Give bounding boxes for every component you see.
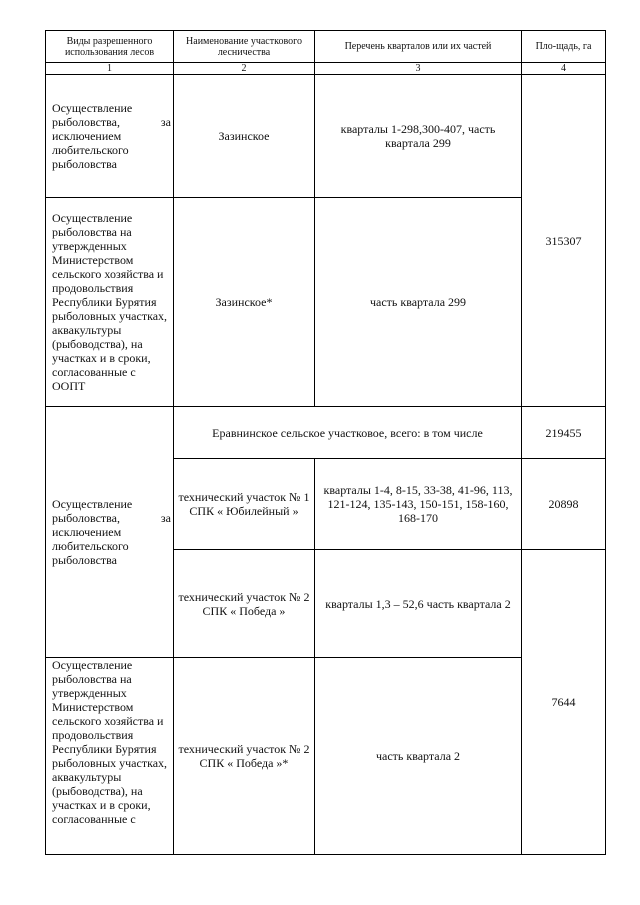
column-number: 4 <box>522 63 606 75</box>
forest-use-table <box>45 30 606 855</box>
column-number: 1 <box>46 63 174 75</box>
column-number: 3 <box>315 63 522 75</box>
forestry-cell: Зазинское <box>174 75 315 198</box>
use-type-cell: Осуществление рыболовства, за исключением любительского рыболовства <box>46 407 174 658</box>
header-forestry-name: Наименование участкового лесничества <box>174 31 315 63</box>
use-type-cell <box>46 658 174 855</box>
quarters-cell: кварталы 1-298,300-407, часть квартала 299 <box>315 75 522 198</box>
quarters-cell: часть квартала 299 <box>315 198 522 407</box>
header-row <box>46 31 606 63</box>
use-type-cell: Осуществление рыболовства, за исключением любительского рыболовства <box>46 75 174 198</box>
table-row <box>46 407 606 459</box>
header-area: Пло-щадь, га <box>522 31 606 63</box>
use-type-cell: Осуществление рыболовства на утвержденных Министерством сельского хозяйства и продовольствия Республики Бурятия рыболовных участках, аквакультуры (рыбоводства), на участках и в сроки, согласованные с ООПТ <box>46 198 174 407</box>
forestry-cell: технический участок № 2 СПК « Победа »* <box>174 658 315 855</box>
forestry-cell: технический участок № 1 СПК « Юбилейный » <box>174 459 315 550</box>
column-number: 2 <box>174 63 315 75</box>
forestry-cell: Зазинское* <box>174 198 315 407</box>
header-quarters-list: Перечень кварталов или их частей <box>315 31 522 63</box>
area-cell: 219455 <box>522 407 606 459</box>
area-cell: 7644 <box>522 550 606 855</box>
header-use-types: Виды разрешенного использования лесов <box>46 31 174 63</box>
area-cell: 20898 <box>522 459 606 550</box>
column-number-row <box>46 63 606 75</box>
forestry-cell: технический участок № 2 СПК « Победа » <box>174 550 315 658</box>
quarters-cell: кварталы 1-4, 8-15, 33-38, 41-96, 113, 121-124, 135-143, 150-151, 158-160, 168-170 <box>315 459 522 550</box>
quarters-cell: кварталы 1,3 – 52,6 часть квартала 2 <box>315 550 522 658</box>
use-type-text: Осуществление рыболовства на утвержденных Министерством сельского хозяйства и продовольствия Республики Бурятия рыболовных участках, аквакультуры (рыбоводства), на участках и в сроки, согласованные с <box>52 658 168 826</box>
forestry-total-cell: Еравнинское сельское участковое, всего: в том числе <box>174 407 522 459</box>
quarters-cell: часть квартала 2 <box>315 658 522 855</box>
table-row <box>46 75 606 198</box>
area-cell: 315307 <box>522 75 606 407</box>
